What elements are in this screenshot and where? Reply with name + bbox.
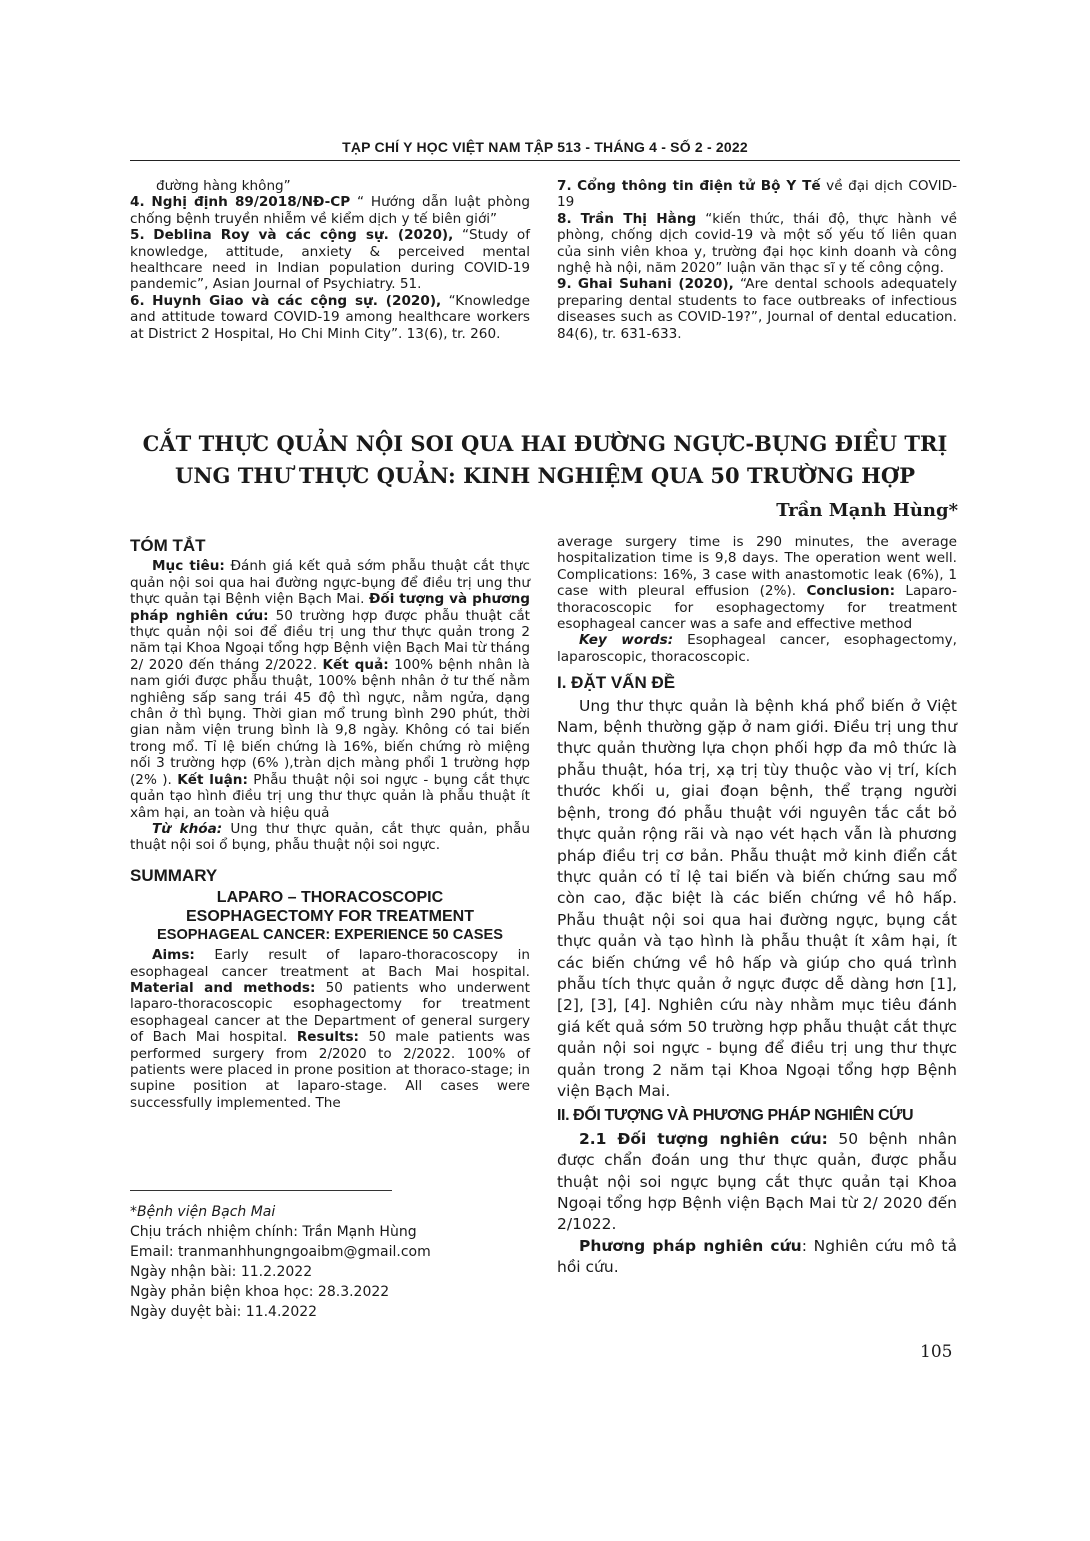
abstract-vi-text: Mục tiêu: Đánh giá kết quả sớm phẫu thuật cắt thực quản nội soi qua hai đường ngực-bụng để điều trị ung thư thực quản tại Bệnh viện Bạch Mai. Đối tượng và phương pháp nghiên cứu: 50 trường hợp được phẫu thuật cắt thực quản nội soi để điều trị ung thư thực quản trong 2 năm tại Khoa Ngoại tổng hợp Bệnh viện Bạch Mai từ tháng 2/ 2020 đến tháng 2/2022. Kết quả: 100% bệnh nhân là nam giới được phẫu thuật, 100% bệnh nhân ở tư thế nằm nghiêng sấp sang trái 45 độ thì ngực, nằm ngửa, dạng chân ở thì bụng. Thời gian mổ trung bình 290 phút, thời gian nằm viện trung bình là 9,8 ngày. Không có tai biến trong mổ. Tỉ lệ biến chứng là 16%, biến chứng rò miệng nối 3 trường hợp (6% ),tràn dịch màng phổi 1 trường hợp (2% ). Kết luận: Phẫu thuật nội soi ngực - bụng cắt thực quản tạo hình điều trị ung thư thực quản là phẫu thuật ít xâm hại, an toàn và hiệu quả xyxy=(130,558,531,821)
abstract-vi-keywords: Từ khóa: Ung thư thực quản, cắt thực quản, phẫu thuật nội soi ổ bụng, phẫu thuật nội soi ngực. xyxy=(130,820,530,854)
header-rule xyxy=(130,160,960,161)
article-title-line-1: CẮT THỰC QUẢN NỘI SOI QUA HAI ĐƯỜNG NGỰC-BỤNG ĐIỀU TRỊ xyxy=(142,431,948,456)
summary-text: Aims: Early result of laparo-thoracoscopy in esophageal cancer treatment at Bach Mai hospital. Material and methods: 50 patients who underwent laparo-thoracoscopic esophagectomy for treatment esophageal cancer at the Department of general surgery of Bach Mai hospital. Results: 50 male patients was performed surgery from 2/2020 to 2/2022. 100% of patients were placed in prone position at thoraco-stage; in supine position at laparo-stage. All cases were successfully implemented. The xyxy=(130,947,530,1111)
footnote-email: Email: tranmanhhungngoaibm@gmail.com xyxy=(130,1244,431,1260)
reference-4: 4. Nghị định 89/2018/NĐ-CP “ Hướng dẫn luật phòng chống bệnh truyền nhiễm về kiểm dịch y tế biên giới” xyxy=(130,194,530,227)
article-author: Trần Mạnh Hùng* xyxy=(776,500,958,521)
footnote-rule xyxy=(130,1190,392,1191)
abstract-heading: TÓM TẮT xyxy=(130,536,206,555)
left-column xyxy=(130,538,530,1111)
intro-text: Ung thư thực quản là bệnh khá phổ biến ở Việt Nam, bệnh thường gặp ở nam giới. Điều trị ung thư thực quản thường lựa chọn phối hợp đa mô thức là phẫu thuật, hóa trị, xạ trị tùy thuộc vào vị trí, kích thước khối u, giai đoạn bệnh, thể trạng người bệnh, trong đó phẫu thuật với nguyên tắc cắt bỏ thực quản rộng rãi và nạo vét hạch vẫn là phương pháp điều trị cơ bản. Phẫu thuật mở kinh điển cắt thực quản có tỉ lệ tai biến và biến chứng sau mổ còn cao, đặc biệt là các biến chứng về hô hấp. Phẫu thuật nội soi qua hai đường ngực, bụng cắt thực quản và tạo hình là phẫu thuật ít xâm hại, ít các biến chứng về hô hấp và giúp cho quá trình phẫu tích thực quản ở ngực được dễ dàng hơn [1], [2], [3], [4]. Nghiên cứu này nhằm mục tiêu đánh giá kết quả sớm 50 trường hợp phẫu thuật cắt thực quản nội soi ngực - bụng để điều trị ung thư thực quản trong 2 năm tại Khoa Ngoại tổng hợp Bệnh viện Bạch Mai. xyxy=(557,696,957,1100)
reference-5: 5. Deblina Roy và các cộng sự. (2020), “Study of knowledge, attitude, anxiety & perceived mental healthcare need in Indian population during COVID-19 pandemic”, Asian Journal of Psychiatry. 51. xyxy=(130,227,530,293)
methods-subjects: 2.1 Đối tượng nghiên cứu: 50 bệnh nhân được chẩn đoán ung thư thực quản, được phẫu thuật nội soi ngực bụng cắt thực quản tại Khoa Ngoại tổng hợp Bệnh viện Bạch Mai từ 2/ 2020 đến 2/1022. xyxy=(557,1129,957,1234)
methods-design: Phương pháp nghiên cứu: Nghiên cứu mô tả hồi cứu. xyxy=(557,1236,957,1277)
summary-text-continued: average surgery time is 290 minutes, the average hospitalization time is 9,8 days. The operation went well. Complications: 16%, 3 case with anastomotic leak (6%), 1 case with pleural effusion (2%). Conclusion: Laparo-thoracoscopic for esophagectomy for treatment esophageal cancer was a safe and effective method xyxy=(557,534,958,633)
article-title xyxy=(130,428,960,492)
references-right xyxy=(557,178,957,342)
footnote xyxy=(130,1202,530,1322)
reference-9: 9. Ghai Suhani (2020), “Are dental schools adequately preparing dental students to face outbreaks of infectious diseases such as COVID-19?”, Journal of dental education. 84(6), tr. 631-633. xyxy=(557,276,957,342)
article-title-line-2: UNG THƯ THỰC QUẢN: KINH NGHIỆM QUA 50 TRƯỜNG HỢP xyxy=(175,463,915,488)
methods-heading: II. ĐỐI TƯỢNG VÀ PHƯƠNG PHÁP NGHIÊN CỨU xyxy=(557,1107,914,1125)
right-column xyxy=(557,534,957,1279)
running-header: TẠP CHÍ Y HỌC VIỆT NAM TẬP 513 - THÁNG 4 - SỐ 2 - 2022 xyxy=(342,139,748,155)
page-number: 105 xyxy=(920,1342,953,1362)
footnote-hospital: *Bệnh viện Bạch Mai xyxy=(130,1204,276,1220)
reference-3-tail: đường hàng không” xyxy=(156,178,291,194)
summary-heading: SUMMARY xyxy=(130,865,218,885)
footnote-reviewed: Ngày phản biện khoa học: 28.3.2022 xyxy=(130,1284,390,1300)
references-left xyxy=(130,178,530,342)
summary-title: LAPARO – THORACOSCOPIC ESOPHAGECTOMY FOR TREATMENT ESOPHAGEAL CANCER: EXPERIENCE 50 CASES xyxy=(156,889,503,944)
footnote-received: Ngày nhận bài: 11.2.2022 xyxy=(130,1264,313,1280)
footnote-approved: Ngày duyệt bài: 11.4.2022 xyxy=(130,1304,318,1320)
reference-8: 8. Trần Thị Hằng “kiến thức, thái độ, thực hành về phòng, chống dịch covid-19 và một số yếu tố liên quan của sinh viên khoa y, trường đại học kinh doanh và công nghệ hà nội, năm 2020” luận văn thạc sĩ y tế công cộng. xyxy=(557,210,957,277)
summary-keywords: Key words: Esophageal cancer, esophagectomy, laparoscopic, thoracoscopic. xyxy=(557,632,957,665)
reference-6: 6. Huynh Giao và các cộng sự. (2020), “Knowledge and attitude toward COVID-19 among healthcare workers at District 2 Hospital, Ho Chi Minh City”. 13(6), tr. 260. xyxy=(130,292,531,342)
footnote-responsible: Chịu trách nhiệm chính: Trần Mạnh Hùng xyxy=(130,1224,417,1240)
reference-7: 7. Cổng thông tin điện tử Bộ Y Tế về đại dịch COVID-19 xyxy=(557,178,957,211)
intro-heading: I. ĐẶT VẤN ĐỀ xyxy=(557,673,676,693)
